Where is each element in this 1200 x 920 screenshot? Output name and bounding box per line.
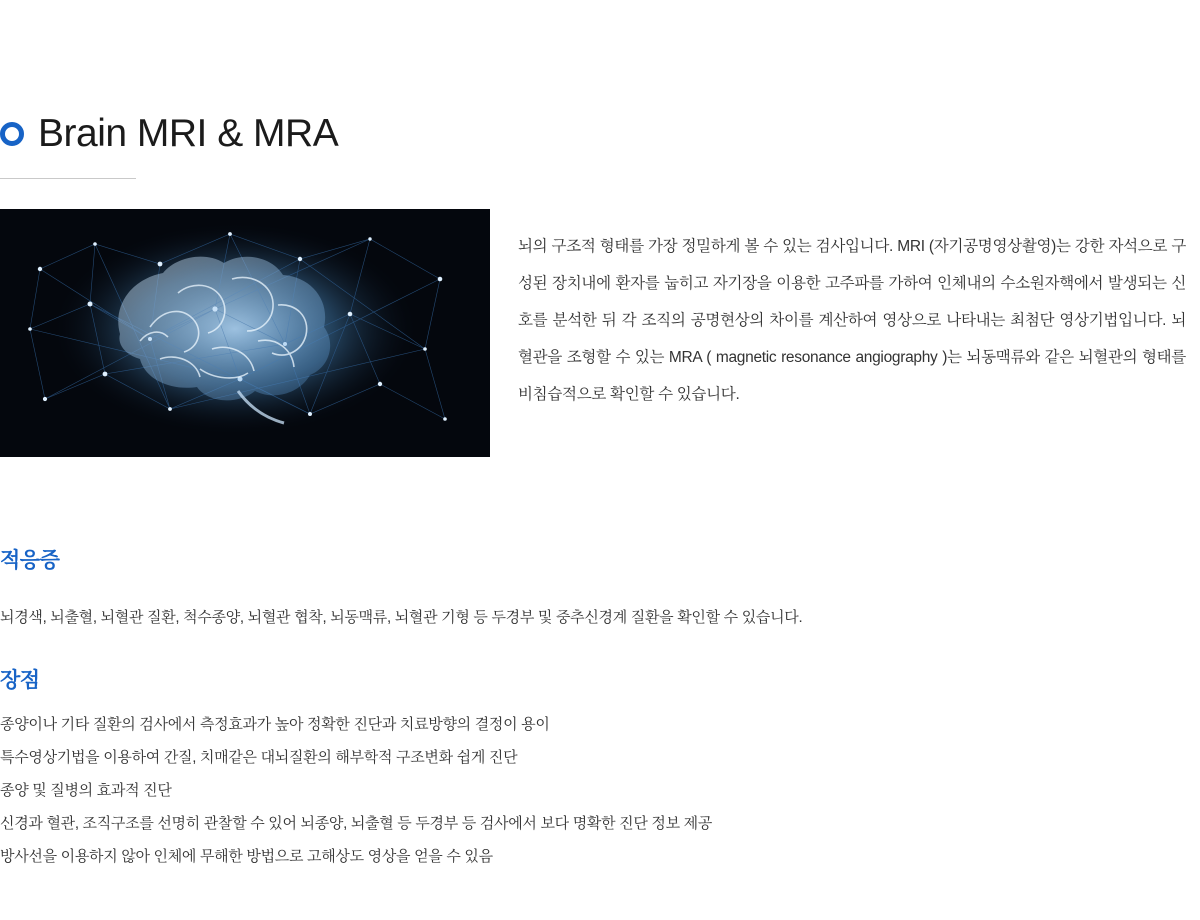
list-item: 종양 및 질병의 효과적 진단 (0, 782, 172, 799)
list-item: 신경과 혈관, 조직구조를 선명히 관찰할 수 있어 뇌종양, 뇌출혈 등 두경부 등 검사에서 보다 명확한 진단 정보 제공 (0, 815, 713, 832)
section-heading-indications: 적응증 (0, 549, 60, 573)
brain-network-image (0, 209, 490, 457)
section-body-indications: 뇌경색, 뇌출혈, 뇌혈관 질환, 척수종양, 뇌혈관 협착, 뇌동맥류, 뇌혈관 기형 등 두경부 및 중추신경계 질환을 확인할 수 있습니다. (0, 609, 803, 626)
list-item: 특수영상기법을 이용하여 간질, 치매같은 대뇌질환의 해부학적 구조변화 쉽게 진단 (0, 749, 518, 766)
circle-bullet-icon (0, 122, 24, 146)
page-title: Brain MRI & MRA (38, 112, 339, 156)
page-header (0, 88, 338, 179)
list-item: 방사선을 이용하지 않아 인체에 무해한 방법으로 고해상도 영상을 얻을 수 있음 (0, 848, 493, 865)
title-divider (0, 178, 136, 179)
benefits-list (0, 708, 1180, 873)
section-heading-benefits: 장점 (0, 669, 40, 693)
hero-description: 뇌의 구조적 형태를 가장 정밀하게 볼 수 있는 검사입니다. MRI (자기공명영상촬영)는 강한 자석으로 구성된 장치내에 환자를 눕히고 자기장을 이용한 고주파를 가하여 인체내의 수소원자핵에서 발생되는 신호를 분석한 뒤 각 조직의 공명현상의 차이를 계산하여 영상으로 나타내는 최첨단 영상기법입니다. 뇌혈관을 조형할 수 있는 MRA ( magnetic resonance angiography )는 뇌동맥류와 같은 뇌혈관의 형태를 비침습적으로 확인할 수 있습니다. (518, 237, 1186, 403)
list-item: 종양이나 기타 질환의 검사에서 측정효과가 높아 정확한 진단과 치료방향의 결정이 용이 (0, 716, 550, 733)
